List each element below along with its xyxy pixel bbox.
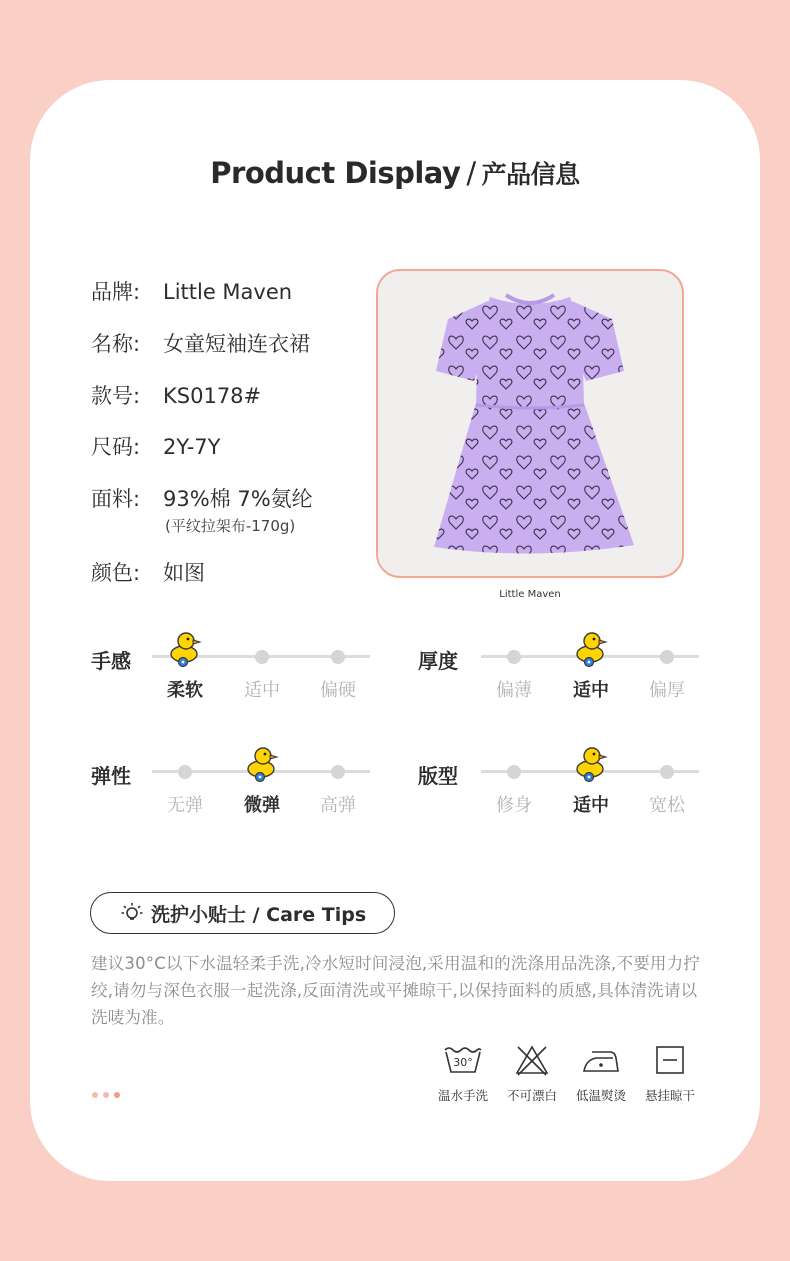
spec-key: 款号:	[91, 384, 141, 408]
photo-caption: Little Maven	[499, 589, 561, 600]
spec-value: 如图	[163, 561, 205, 585]
page-title	[0, 155, 790, 191]
rating-option: 适中	[244, 680, 280, 701]
title-separator: /	[466, 156, 476, 190]
spec-brand	[91, 276, 292, 306]
spec-size	[91, 431, 220, 461]
spec-key: 名称:	[91, 332, 141, 356]
spec-value: 2Y-7Y	[163, 435, 221, 459]
spec-key: 品牌:	[91, 280, 141, 304]
rating-option: 偏薄	[496, 680, 532, 701]
rating-option-selected: 柔软	[167, 680, 203, 701]
rating-dot	[331, 650, 345, 664]
rating-dot	[660, 765, 674, 779]
no-bleach-icon	[514, 1044, 550, 1076]
page-dot-active	[114, 1092, 120, 1098]
dress-image	[378, 271, 682, 576]
page-indicator	[92, 1092, 120, 1098]
care-label: 低温熨烫	[575, 1088, 626, 1103]
duck-marker-icon	[245, 745, 279, 783]
duck-marker-icon	[168, 630, 202, 668]
care-temp-text: 30°	[453, 1056, 473, 1069]
rating-dot	[178, 765, 192, 779]
spec-color	[91, 557, 205, 587]
rating-option-selected: 适中	[573, 680, 609, 701]
rating-option: 宽松	[649, 795, 685, 816]
rating-option-selected: 微弹	[244, 795, 280, 816]
rating-title: 版型	[418, 764, 458, 788]
rating-option: 修身	[496, 795, 532, 816]
rating-title: 手感	[91, 649, 131, 673]
hand-wash-30-icon	[443, 1044, 483, 1076]
spec-key: 面料:	[91, 487, 141, 511]
care-label: 悬挂晾干	[644, 1088, 695, 1103]
care-iron-low	[566, 1044, 636, 1104]
lightbulb-icon	[121, 902, 143, 924]
spec-value: KS0178#	[163, 384, 262, 408]
rating-option: 偏硬	[320, 680, 356, 701]
rating-title: 厚度	[418, 649, 458, 673]
care-tips-text: 建议30°C以下水温轻柔手洗,冷水短时间浸泡,采用温和的洗涤用品洗涤,不要用力拧绞,请勿与深色衣服一起洗涤,反面清洗或平摊晾干,以保持面料的质感,具体清洗请以洗唛为准。	[91, 954, 701, 1027]
rating-dot	[660, 650, 674, 664]
spec-key: 颜色:	[91, 561, 141, 585]
spec-name	[91, 328, 310, 358]
iron-low-icon	[582, 1044, 620, 1076]
rating-option-selected: 适中	[573, 795, 609, 816]
care-tips-title: 洗护小贴士 / Care Tips	[151, 903, 367, 926]
care-tips-label	[90, 892, 395, 934]
rating-dot	[255, 650, 269, 664]
spec-fabric	[91, 483, 313, 536]
page-dot	[103, 1092, 109, 1098]
spec-fabric-detail: (平纹拉架布-170g)	[165, 517, 296, 535]
rating-title: 弹性	[91, 764, 131, 788]
care-hang-dry	[635, 1044, 705, 1104]
spec-value: 女童短袖连衣裙	[163, 332, 310, 356]
spec-value: 93%棉 7%氨纶	[163, 487, 313, 511]
spec-key: 尺码:	[91, 435, 141, 459]
care-no-bleach	[497, 1044, 567, 1104]
title-en: Product Display	[210, 156, 461, 190]
duck-marker-icon	[574, 745, 608, 783]
rating-option: 偏厚	[649, 680, 685, 701]
spec-style-no	[91, 380, 261, 410]
rating-option: 高弹	[320, 795, 356, 816]
rating-dot	[507, 650, 521, 664]
product-photo	[376, 269, 684, 578]
hang-dry-icon	[654, 1044, 686, 1076]
spec-value: Little Maven	[163, 280, 293, 304]
page-dot	[92, 1092, 98, 1098]
care-hand-wash	[428, 1044, 498, 1104]
title-cn: 产品信息	[481, 160, 580, 189]
care-label: 温水手洗	[437, 1088, 488, 1103]
rating-dot	[507, 765, 521, 779]
rating-option: 无弹	[167, 795, 203, 816]
duck-marker-icon	[574, 630, 608, 668]
rating-dot	[331, 765, 345, 779]
care-label: 不可漂白	[506, 1088, 557, 1103]
